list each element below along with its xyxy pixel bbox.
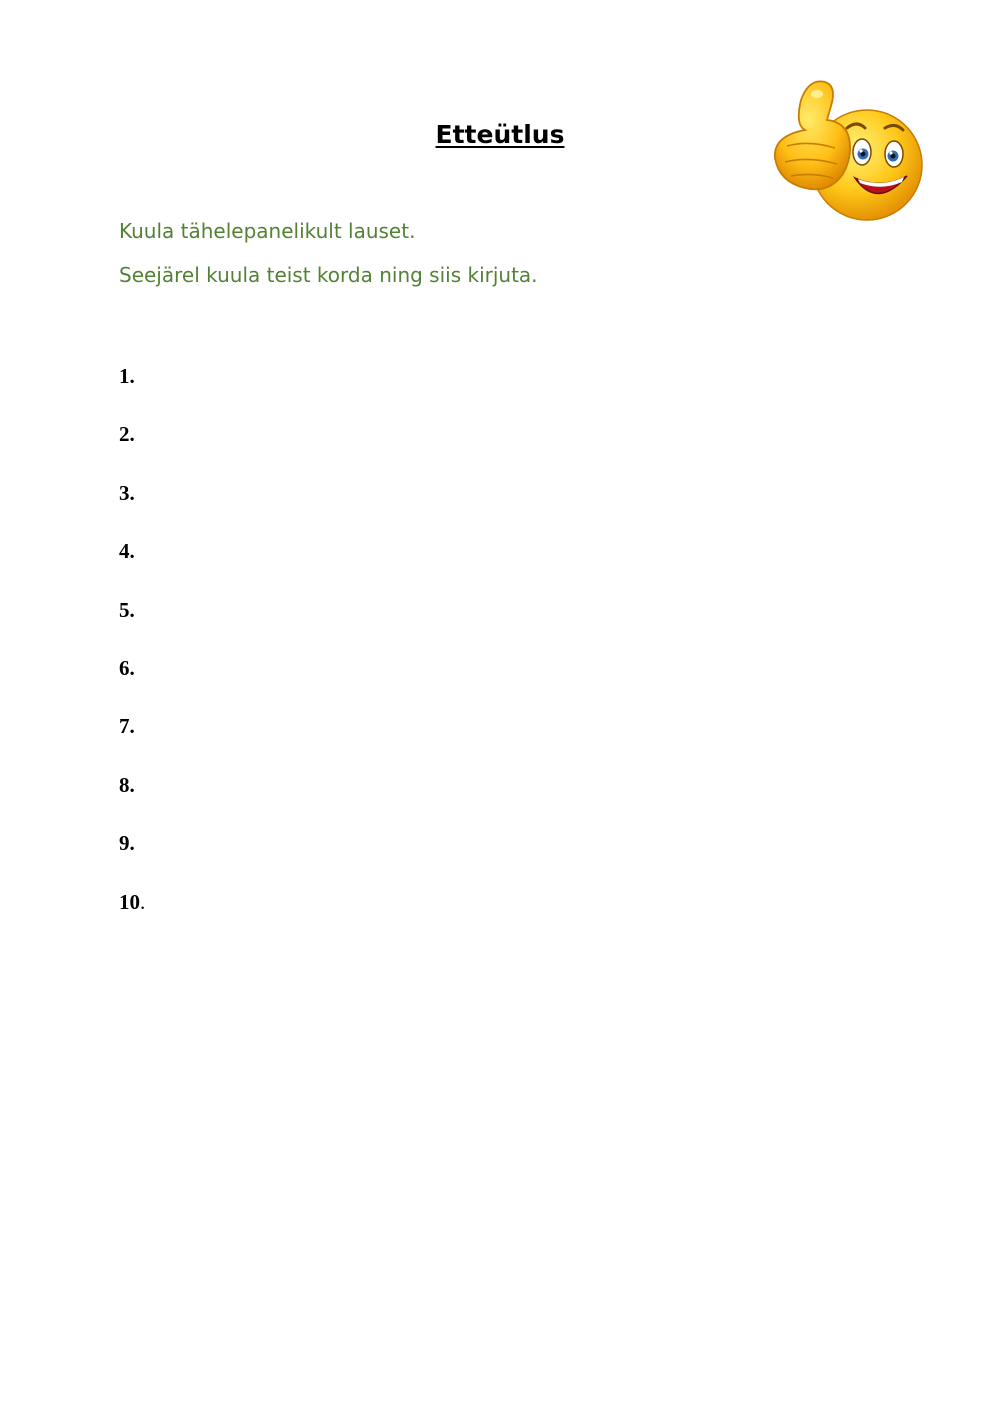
item-number: 1 [119,364,130,388]
item-number: 7 [119,714,130,739]
list-item [119,539,145,597]
item-number: 8 [119,772,130,797]
instruction-write: Seejärel kuula teist korda ning siis kirjuta. [119,263,538,287]
item-dot: . [129,364,135,388]
item-dot: . [129,597,135,622]
list-item [119,656,145,714]
item-number: 6 [119,655,130,680]
instruction-listen: Kuula tähelepanelikult lauset. [119,219,416,243]
item-dot: . [129,831,135,856]
item-number: 5 [119,597,130,622]
list-item [119,831,145,889]
item-dot: . [129,772,135,797]
item-dot: . [129,480,135,505]
list-item [119,422,145,480]
list-item [119,773,145,831]
item-dot: . [129,539,135,564]
item-number: 2 [119,422,130,447]
list-item [119,364,145,422]
worksheet-title: Etteütlus [435,120,565,149]
thumbs-up-smiley-icon [765,70,930,230]
item-dot: . [129,422,135,447]
item-number: 9 [119,831,130,856]
list-item [119,714,145,772]
list-item [119,598,145,656]
item-dot: . [129,655,135,680]
item-number: 4 [119,539,130,564]
list-item [119,481,145,539]
dictation-list [119,364,145,948]
item-number: 10 [119,889,140,914]
list-item [119,890,145,948]
item-dot: . [140,889,146,914]
item-number: 3 [119,480,130,505]
item-dot: . [129,714,135,739]
